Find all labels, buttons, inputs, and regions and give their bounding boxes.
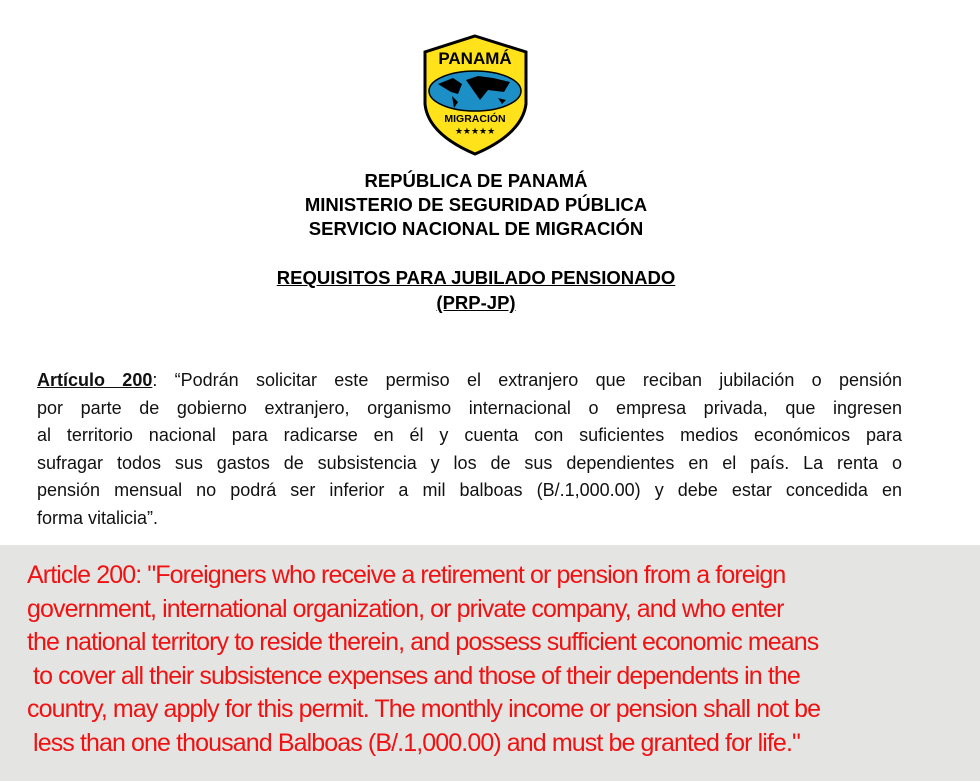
translation-line: less than one thousand Balboas (B/.1,000.00) and must be granted for life." <box>27 729 800 757</box>
svg-text:★★★★★: ★★★★★ <box>454 126 496 136</box>
translation-line: Article 200: "Foreigners who receive a retirement or pension from a foreign <box>27 561 786 589</box>
translation-line: to cover all their subsistence expenses and those of their dependents in the <box>27 662 800 690</box>
header-line-republic: REPÚBLICA DE PANAMÁ <box>364 170 588 191</box>
article-line: pensión mensual no podrá ser inferior a mil balboas (B/.1,000.00) y debe estar concedida en <box>37 480 902 501</box>
migracion-logo <box>418 34 533 156</box>
translation-line: country, may apply for this permit. The monthly income or pension shall not be <box>27 695 821 723</box>
svg-text:MIGRACIÓN: MIGRACIÓN <box>444 113 506 125</box>
article-line: al territorio nacional para radicarse en él y cuenta con suficientes medios económicos para <box>37 425 902 446</box>
article-line <box>37 367 902 395</box>
svg-text:PANAMÁ: PANAMÁ <box>438 49 512 68</box>
header-line-ministry: MINISTERIO DE SEGURIDAD PÚBLICA <box>304 194 648 215</box>
translation-line: the national territory to reside therein, and possess sufficient economic means <box>27 628 819 656</box>
document-title: REQUISITOS PARA JUBILADO PENSIONADO <box>276 267 676 288</box>
translation-line: government, international organization, or private company, and who enter <box>27 595 784 623</box>
article-line: por parte de gobierno extranjero, organismo internacional o empresa privada, que ingresen <box>37 397 902 418</box>
article-line: forma vitalicia”. <box>37 507 159 528</box>
article-line: sufragar todos sus gastos de subsistencia y los de sus dependientes en el país. La renta o <box>37 452 902 473</box>
document-code: (PRP-JP) <box>436 292 516 313</box>
article-paragraph <box>37 367 902 533</box>
header-line-service: SERVICIO NACIONAL DE MIGRACIÓN <box>308 218 644 239</box>
article-text: : “Podrán solicitar este permiso el extranjero que reciban jubilación o pensión <box>152 370 902 390</box>
article-label: Artículo 200 <box>37 370 153 390</box>
